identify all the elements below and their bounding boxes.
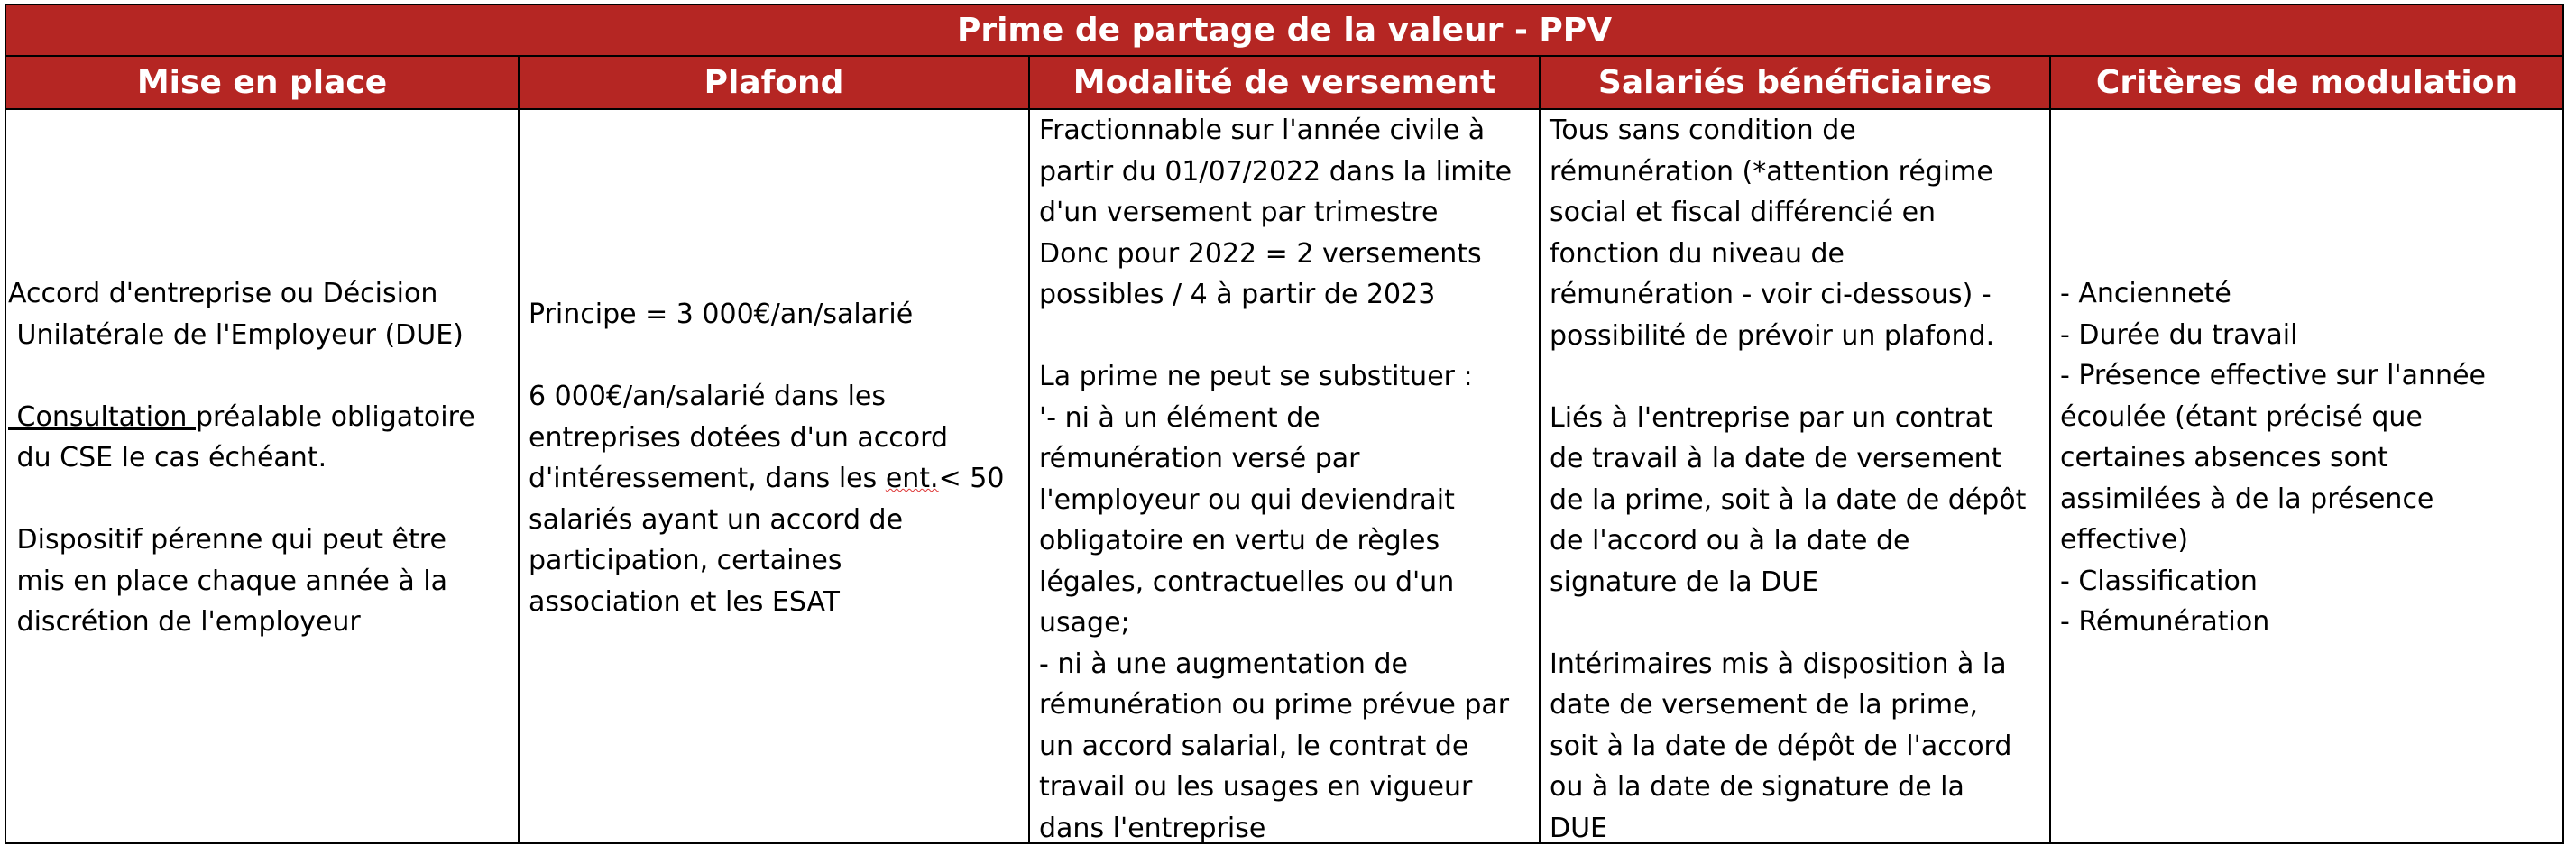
spellcheck-word: ent. bbox=[885, 463, 939, 494]
table-title: Prime de partage de la valeur - PPV bbox=[6, 5, 2562, 57]
consultation-underlined: Consultation bbox=[8, 400, 196, 433]
text-line: - Ancienneté bbox=[2060, 278, 2231, 310]
text-line: rémunération - voir ci-dessous) - bbox=[1550, 279, 1992, 310]
ppv-table bbox=[5, 4, 2564, 844]
header-plafond: Plafond bbox=[520, 57, 1030, 108]
text-line: La prime ne peut se substituer : bbox=[1039, 361, 1473, 392]
text-line: mis en place chaque année à la bbox=[8, 565, 447, 597]
text-line: du CSE le cas échéant. bbox=[8, 442, 327, 474]
text-line: d'intéressement, dans les ent.< 50 bbox=[529, 463, 1005, 494]
text-line: légales, contractuelles ou d'un bbox=[1039, 565, 1455, 598]
text-line: entreprises dotées d'un accord bbox=[529, 421, 948, 454]
text-line: ou à la date de signature de la bbox=[1550, 771, 1964, 803]
text-line: 6 000€/an/salarié dans les bbox=[529, 381, 887, 412]
text-line: participation, certaines bbox=[529, 545, 842, 576]
header-mise-en-place: Mise en place bbox=[6, 57, 520, 108]
text-line: Unilatérale de l'Employeur (DUE) bbox=[8, 318, 464, 351]
text-line bbox=[1550, 602, 2042, 644]
text-line: Donc pour 2022 = 2 versements bbox=[1039, 237, 1482, 270]
text-line: dans l'entreprise bbox=[1039, 812, 1266, 844]
cell-mise-en-place bbox=[6, 110, 520, 842]
text-line: effective) bbox=[2060, 524, 2189, 556]
text-line: d'un versement par trimestre bbox=[1039, 197, 1439, 228]
text-line: - Rémunération bbox=[2060, 606, 2270, 639]
text-line: écoulée (étant précisé que bbox=[2060, 400, 2423, 433]
text-line: Tous sans condition de bbox=[1550, 115, 1856, 146]
text-line: salariés ayant un accord de bbox=[529, 503, 904, 536]
text-line: date de versement de la prime, bbox=[1550, 689, 1979, 721]
text-line: Intérimaires mis à disposition à la bbox=[1550, 648, 2007, 680]
text-line: social et fiscal différencié en bbox=[1550, 197, 1937, 228]
cell-modalite-versement bbox=[1030, 110, 1541, 842]
text-line: discrétion de l'employeur bbox=[8, 606, 361, 639]
text-line: Consultation préalable obligatoire bbox=[8, 400, 475, 433]
text-line: - ni à une augmentation de bbox=[1039, 648, 1408, 680]
text-line: signature de la DUE bbox=[1550, 565, 1819, 598]
header-criteres-modulation: Critères de modulation bbox=[2095, 64, 2518, 101]
header-salaries-beneficiaires: Salariés bénéficiaires bbox=[1541, 57, 2051, 108]
text-line: Dispositif pérenne qui peut être bbox=[8, 524, 446, 556]
text-line: fonction du niveau de bbox=[1550, 237, 1845, 270]
text-line: de l'accord ou à la date de bbox=[1550, 525, 1910, 556]
text-line: l'employeur ou qui deviendrait bbox=[1039, 483, 1455, 516]
text-line: association et les ESAT bbox=[529, 585, 840, 618]
text-line: rémunération versé par bbox=[1039, 443, 1360, 474]
text-line: assimilées à de la présence bbox=[2060, 483, 2434, 515]
text-line: de travail à la date de versement bbox=[1550, 443, 2002, 474]
text-line: - Présence effective sur l'année bbox=[2060, 360, 2486, 392]
header-row bbox=[6, 57, 2562, 110]
text-line: '- ni à un élément de bbox=[1039, 401, 1320, 434]
text-line: partir du 01/07/2022 dans la limite bbox=[1039, 155, 1513, 188]
cell-criteres-modulation bbox=[2051, 110, 2562, 842]
text-line: certaines absences sont bbox=[2060, 442, 2388, 474]
header-modalite-versement: Modalité de versement bbox=[1030, 57, 1541, 108]
text-line: Fractionnable sur l'année civile à bbox=[1039, 115, 1486, 146]
cell-plafond bbox=[520, 110, 1030, 842]
text-line: de la prime, soit à la date de dépôt bbox=[1550, 483, 2027, 516]
text-line bbox=[1550, 356, 2042, 398]
text-line: usage; bbox=[1039, 607, 1130, 639]
body-row bbox=[6, 110, 2562, 842]
text-line bbox=[1039, 316, 1532, 357]
text-line: soit à la date de dépôt de l'accord bbox=[1550, 730, 2012, 762]
text-line: travail ou les usages en vigueur bbox=[1039, 771, 1473, 803]
text-line: Liés à l'entreprise par un contrat bbox=[1550, 401, 1992, 434]
text-line: obligatoire en vertu de règles bbox=[1039, 525, 1440, 556]
text-line: Principe = 3 000€/an/salarié bbox=[529, 299, 914, 330]
text-line: un accord salarial, le contrat de bbox=[1039, 730, 1469, 762]
text-line: - Classification bbox=[2060, 565, 2258, 597]
text-line: possibilité de prévoir un plafond. bbox=[1550, 319, 1995, 352]
text-line: possibles / 4 à partir de 2023 bbox=[1039, 279, 1436, 310]
text-line: Accord d'entreprise ou Décision bbox=[8, 278, 438, 310]
text-line: - Durée du travail bbox=[2060, 318, 2298, 351]
text-line: rémunération (*attention régime bbox=[1550, 155, 1993, 188]
text-line: rémunération ou prime prévue par bbox=[1039, 689, 1510, 721]
text-line: DUE bbox=[1550, 812, 1608, 844]
cell-salaries-beneficiaires bbox=[1541, 110, 2051, 842]
